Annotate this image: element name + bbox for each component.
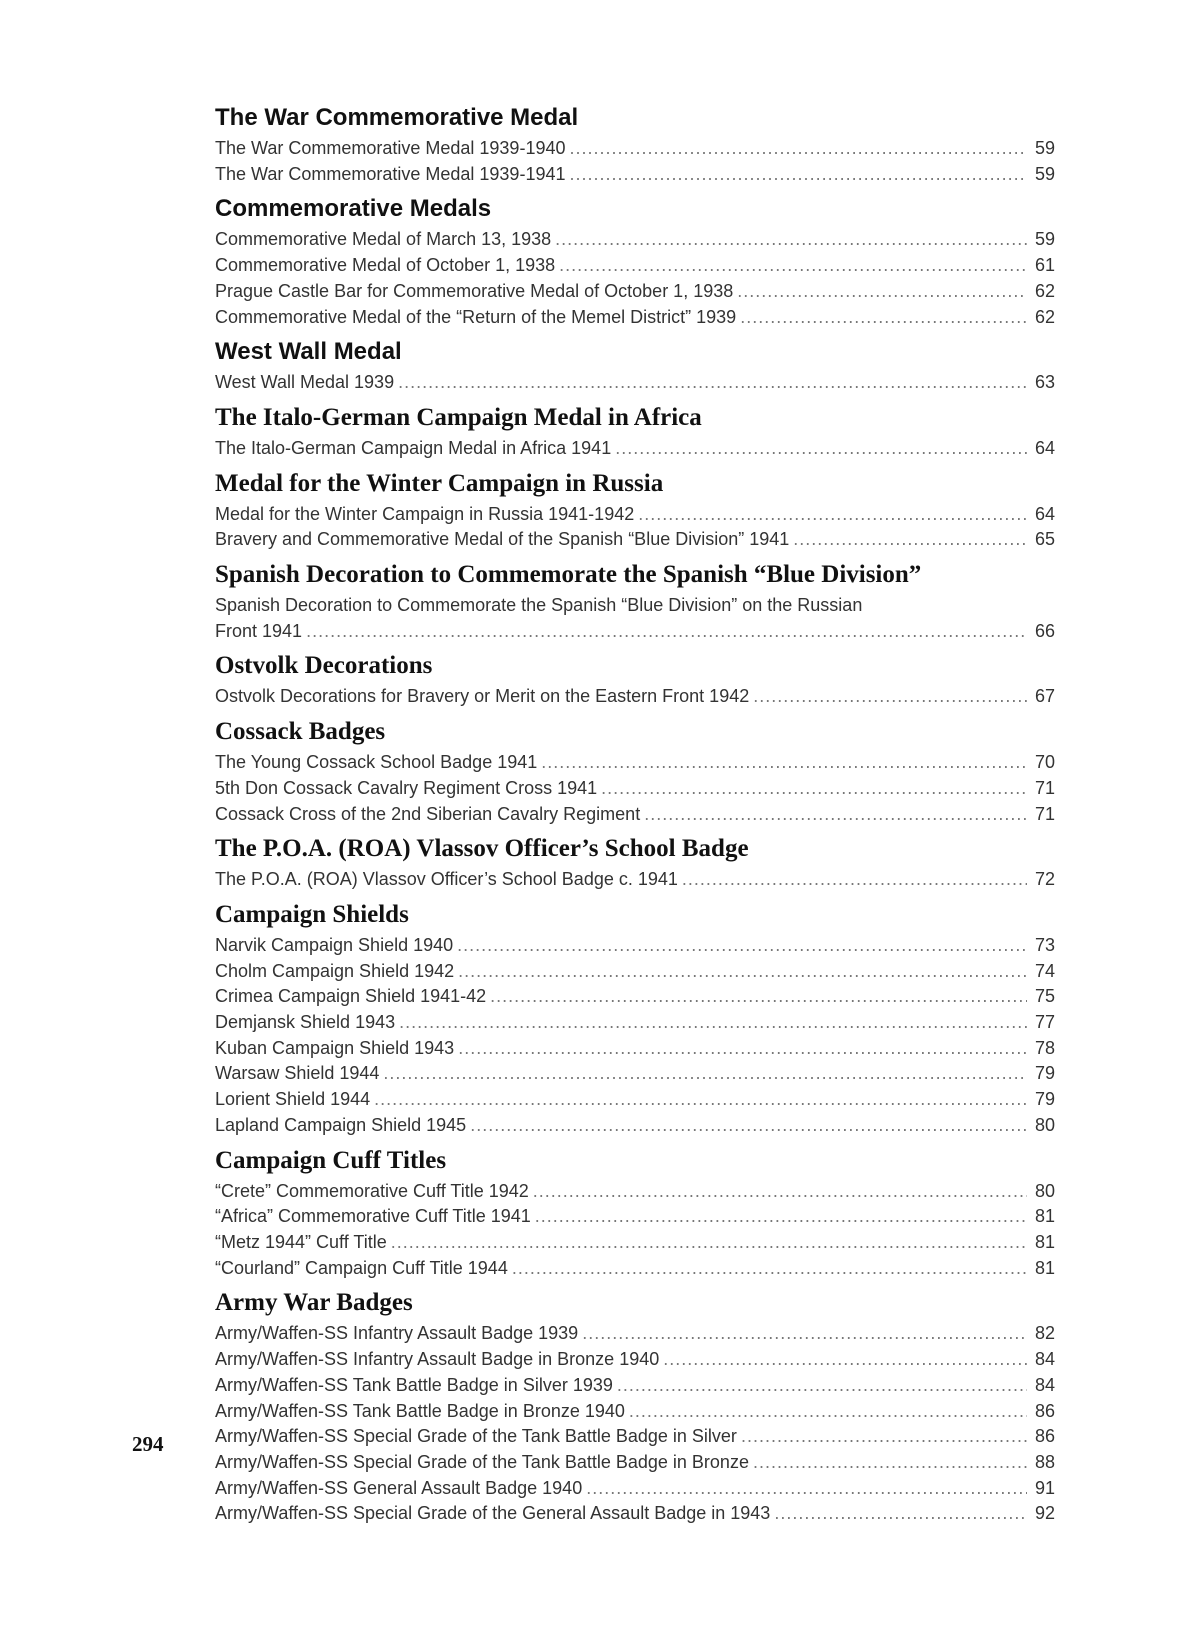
toc-entry-text: The Young Cossack School Badge 1941 [215,752,538,773]
toc-page-number: 65 [1034,529,1055,550]
dot-leader [398,370,1027,396]
dot-leader [774,1501,1027,1527]
toc-section [215,100,1055,187]
toc-page-number: 74 [1034,960,1055,981]
toc-entry-text: Lapland Campaign Shield 1945 [215,1114,467,1135]
toc-entry-text: Army/Waffen-SS Infantry Assault Badge 1939 [215,1323,579,1344]
toc-section [215,831,1055,893]
toc-entry[interactable] [215,1061,1055,1087]
toc-page-number: 75 [1034,986,1055,1007]
toc-page-number: 91 [1034,1477,1055,1498]
dot-leader [490,984,1027,1010]
toc-entry[interactable] [215,984,1055,1010]
toc-entry-text: Cholm Campaign Shield 1942 [215,960,455,981]
section-title: The Italo-German Campaign Medal in Africa [215,403,702,431]
toc-entry[interactable] [215,527,1055,553]
toc-entry-text: Army/Waffen-SS General Assault Badge 1940 [215,1477,583,1498]
section-title: West Wall Medal [215,338,402,366]
table-of-contents [215,100,1055,1527]
toc-page-number: 63 [1034,372,1055,393]
toc-entry-text: Medal for the Winter Campaign in Russia 1941-1942 [215,503,635,524]
toc-page-number: 59 [1034,163,1055,184]
dot-leader [458,959,1027,985]
toc-page-number: 79 [1034,1063,1055,1084]
toc-entry-text: West Wall Medal 1939 [215,372,395,393]
toc-entry[interactable] [215,1347,1055,1373]
dot-leader [629,1399,1027,1425]
dot-leader [601,776,1027,802]
toc-page-number: 86 [1034,1400,1055,1421]
toc-entry-text: “Courland” Campaign Cuff Title 1944 [215,1257,508,1278]
dot-leader [470,1113,1027,1139]
toc-entry-text: Crimea Campaign Shield 1941-42 [215,986,487,1007]
dot-leader [399,1010,1027,1036]
toc-page-number: 77 [1034,1012,1055,1033]
toc-section [215,557,1055,644]
page-number: 294 [132,1432,164,1456]
toc-page-number: 73 [1034,934,1055,955]
dot-leader [383,1061,1027,1087]
toc-entry-text: Commemorative Medal of March 13, 1938 [215,229,552,250]
toc-entry-text: The War Commemorative Medal 1939-1940 [215,138,566,158]
toc-entry[interactable] [215,750,1055,776]
dot-leader [541,750,1027,776]
toc-section [215,648,1055,710]
dot-leader [458,1036,1027,1062]
toc-page-number: 80 [1034,1180,1055,1201]
toc-page-number: 62 [1034,306,1055,327]
toc-entry[interactable] [215,1087,1055,1113]
dot-leader [569,136,1027,162]
toc-page-number: 62 [1034,280,1055,301]
section-title: Spanish Decoration to Commemorate the Spanish “Blue Division” [215,561,922,589]
toc-section [215,466,1055,553]
toc-entry[interactable] [215,867,1055,893]
toc-entry-text: Narvik Campaign Shield 1940 [215,934,454,955]
toc-entry-text: Lorient Shield 1944 [215,1089,371,1110]
dot-leader [555,227,1027,253]
toc-entry[interactable] [215,1321,1055,1347]
toc-entry-text: The Italo-German Campaign Medal in Africa 1941 [215,437,612,458]
toc-entry-text: Ostvolk Decorations for Bravery or Merit on the Eastern Front 1942 [215,686,750,707]
toc-entry-text: Army/Waffen-SS Tank Battle Badge in Bronze 1940 [215,1400,625,1421]
toc-entry-text: Commemorative Medal of the “Return of the Memel District” 1939 [215,306,737,327]
toc-entry[interactable] [215,305,1055,331]
toc-entry-text: The War Commemorative Medal 1939-1941 [215,163,566,184]
toc-page-number: 59 [1034,138,1055,158]
toc-entry[interactable] [215,227,1055,253]
toc-entry[interactable] [215,136,1055,162]
toc-page-number: 81 [1034,1206,1055,1227]
toc-entry[interactable] [215,1179,1055,1205]
toc-entry[interactable] [215,1113,1055,1139]
dot-leader [535,1204,1027,1230]
toc-entry[interactable] [215,684,1055,710]
toc-page-number: 64 [1034,437,1055,458]
toc-entry-text: Bravery and Commemorative Medal of the Spanish “Blue Division” 1941 [215,529,790,550]
toc-section [215,897,1055,1139]
toc-page-number: 92 [1034,1503,1055,1524]
toc-entry[interactable] [215,1256,1055,1282]
toc-section [215,714,1055,827]
dot-leader [457,933,1027,959]
toc-page-number: 71 [1034,777,1055,798]
toc-entry-text: Army/Waffen-SS Special Grade of the Tank Battle Badge in Silver [215,1426,737,1447]
dot-leader [638,502,1027,528]
toc-page-number: 72 [1034,869,1055,890]
dot-leader [512,1256,1027,1282]
toc-page-number: 64 [1034,503,1055,524]
toc-entry-text: Army/Waffen-SS Special Grade of the General Assault Badge in 1943 [215,1503,771,1524]
section-title: The P.O.A. (ROA) Vlassov Officer’s School Badge [215,835,749,863]
toc-page-number: 84 [1034,1374,1055,1395]
dot-leader [582,1321,1027,1347]
toc-entry[interactable] [215,959,1055,985]
toc-entry-text: “Africa” Commemorative Cuff Title 1941 [215,1206,531,1227]
toc-entry[interactable] [215,1399,1055,1425]
dot-leader [374,1087,1027,1113]
toc-page-number: 86 [1034,1426,1055,1447]
dot-leader [753,684,1027,710]
toc-entry-text: Army/Waffen-SS Tank Battle Badge in Silver 1939 [215,1374,613,1395]
section-title: Cossack Badges [215,718,386,746]
dot-leader [615,436,1027,462]
toc-entry[interactable] [215,619,1055,645]
toc-entry-text: Prague Castle Bar for Commemorative Medal of October 1, 1938 [215,280,734,301]
toc-entry-text: Commemorative Medal of October 1, 1938 [215,255,556,276]
dot-leader [753,1450,1027,1476]
toc-section [215,1285,1055,1527]
dot-leader [737,279,1027,305]
dot-leader [740,305,1027,331]
dot-leader [644,802,1027,828]
toc-page-number: 82 [1034,1323,1055,1344]
dot-leader [559,253,1027,279]
toc-entry[interactable] [215,162,1055,188]
dot-leader [306,619,1027,645]
toc-entry[interactable] [215,253,1055,279]
toc-entry[interactable] [215,1450,1055,1476]
toc-entry-text: Army/Waffen-SS Infantry Assault Badge in Bronze 1940 [215,1349,660,1370]
toc-page-number: 79 [1034,1089,1055,1110]
dot-leader [793,527,1027,553]
toc-page-number: 66 [1034,620,1055,641]
toc-page-number: 59 [1034,229,1055,250]
section-title: The War Commemorative Medal [215,104,579,131]
toc-entry-text: Army/Waffen-SS Special Grade of the Tank Battle Badge in Bronze [215,1451,749,1472]
toc-entry[interactable] [215,1424,1055,1450]
toc-entry-text: 5th Don Cossack Cavalry Regiment Cross 1941 [215,777,598,798]
toc-entry-text: Cossack Cross of the 2nd Siberian Cavalry Regiment [215,803,641,824]
dot-leader [663,1347,1027,1373]
dot-leader [586,1476,1027,1502]
toc-section [215,334,1055,396]
dot-leader [391,1230,1027,1256]
dot-leader [617,1373,1027,1399]
dot-leader [741,1424,1027,1450]
toc-page-number: 61 [1034,255,1055,276]
section-title: Ostvolk Decorations [215,652,433,680]
toc-entry[interactable] [215,933,1055,959]
toc-page-number: 78 [1034,1037,1055,1058]
toc-section [215,1143,1055,1282]
toc-entry-text: “Crete” Commemorative Cuff Title 1942 [215,1180,529,1201]
toc-page-number: 81 [1034,1231,1055,1252]
toc-entry-text: Kuban Campaign Shield 1943 [215,1037,455,1058]
toc-page-number: 70 [1034,752,1055,773]
toc-entry[interactable] [215,370,1055,396]
dot-leader [682,867,1027,893]
toc-entry-text: “Metz 1944” Cuff Title [215,1231,387,1252]
toc-entry[interactable] [215,436,1055,462]
toc-entry-text: The P.O.A. (ROA) Vlassov Officer’s School Badge c. 1941 [215,869,678,890]
dot-leader [569,162,1027,188]
toc-section [215,400,1055,462]
toc-entry[interactable] [215,776,1055,802]
toc-entry[interactable] [215,1204,1055,1230]
toc-entry[interactable] [215,1010,1055,1036]
toc-entry[interactable] [215,502,1055,528]
toc-page-number: 81 [1034,1257,1055,1278]
toc-page-number: 67 [1034,686,1055,707]
toc-entry[interactable] [215,1476,1055,1502]
toc-page-number: 71 [1034,803,1055,824]
section-title: Campaign Cuff Titles [215,1146,447,1174]
toc-entry-text: Warsaw Shield 1944 [215,1063,380,1084]
section-title: Commemorative Medals [215,195,492,223]
toc-entry[interactable] [215,1373,1055,1399]
toc-entry[interactable] [215,1230,1055,1256]
toc-page-number: 80 [1034,1114,1055,1135]
toc-page-number: 88 [1034,1451,1055,1472]
dot-leader [533,1179,1027,1205]
toc-entry[interactable] [215,802,1055,828]
section-title: Campaign Shields [215,900,409,928]
section-title: Army War Badges [215,1289,413,1317]
toc-entry-text: Front 1941 [215,620,303,641]
toc-entry-text: Spanish Decoration to Commemorate the Spanish “Blue Division” on the Russian [215,595,863,616]
toc-page-number: 84 [1034,1349,1055,1370]
toc-entry[interactable] [215,1036,1055,1062]
section-title: Medal for the Winter Campaign in Russia [215,469,664,497]
toc-entry-text: Demjansk Shield 1943 [215,1012,396,1033]
toc-entry[interactable] [215,279,1055,305]
toc-section [215,191,1055,330]
toc-entry[interactable] [215,1501,1055,1527]
